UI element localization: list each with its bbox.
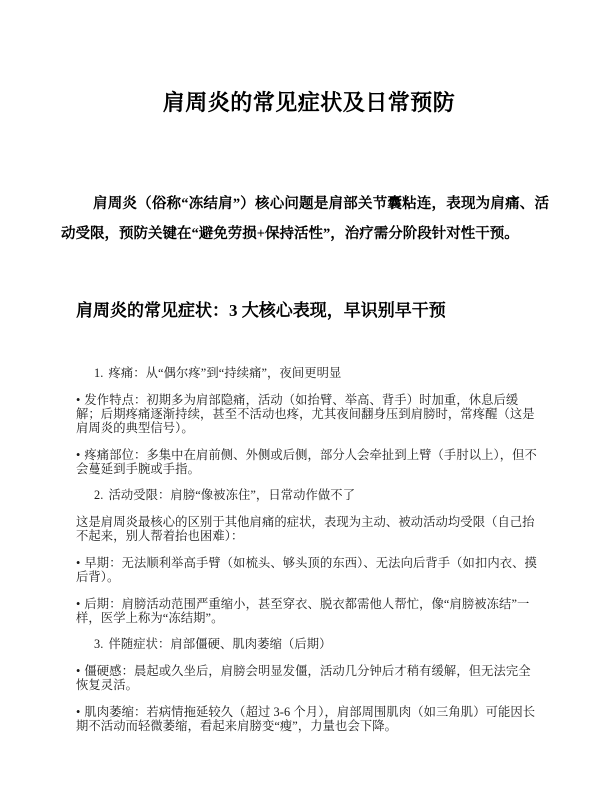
numbered-item-3: [76, 637, 542, 651]
numbered-item-1: [76, 366, 542, 380]
numbered-item-text: 疼痛：从“偶尔疼”到“持续痛”，夜间更明显: [108, 366, 342, 380]
numbered-item-text: 伴随症状：肩部僵硬、肌肉萎缩（后期）: [108, 637, 332, 652]
bullet-item: [76, 664, 542, 692]
list-number: 3.: [94, 637, 104, 652]
bullet-item: [76, 597, 542, 625]
bullet-icon: •: [76, 447, 81, 462]
bullet-icon: •: [76, 704, 81, 719]
bullet-item-text: 僵硬感：晨起或久坐后，肩膀会明显发僵，活动几分钟后才稍有缓解，但无法完全恢复灵活。: [76, 663, 531, 693]
bullet-icon: •: [76, 596, 81, 611]
body-paragraph-text: 这是肩周炎最核心的区别于其他肩痛的症状，表现为主动、被动活动均受限（自己抬不起来，别人帮着抬也困难）：: [76, 514, 535, 544]
list-number: 2.: [94, 488, 104, 503]
bullet-icon: •: [76, 392, 81, 407]
bullet-item-text: 发作特点：初期多为肩部隐痛，活动（如抬臂、举高、背手）时加重，休息后缓解；后期疼痛逐渐持续，甚至不活动也疼，尤其夜间翻身压到肩膀时，常疼醒（这是肩周炎的典型信号）。: [76, 392, 535, 435]
list-number: 1.: [94, 366, 104, 380]
bullet-item-text: 早期：无法顺利举高手臂（如梳头、够头顶的东西）、无法向后背手（如扣内衣、摸后背）。: [76, 555, 537, 584]
bullet-item: [76, 393, 542, 436]
document-title: 肩周炎的常见症状及日常预防: [162, 90, 456, 115]
numbered-item-2: [76, 488, 542, 502]
bullet-item-text: 疼痛部位：多集中在肩前侧、外侧或后侧，部分人会牵扯到上臂（手肘以上），但不会蔓延到手腕或手指。: [76, 447, 537, 476]
section-heading: 肩周炎的常见症状：3 大核心表现，早识别早干预: [76, 301, 446, 320]
bullet-icon: •: [76, 663, 81, 678]
bullet-item: [76, 448, 542, 476]
bullet-item-text: 肌肉萎缩：若病情拖延较久（超过 3-6 个月），肩部周围肌肉（如三角肌）可能因长期不活动而轻微萎缩，看起来肩膀变“瘦”，力量也会下降。: [76, 704, 536, 733]
body-paragraph: [76, 515, 542, 543]
bullet-icon: •: [76, 555, 81, 570]
bullet-item: [76, 556, 542, 584]
bullet-item-text: 后期：肩膀活动范围严重缩小，甚至穿衣、脱衣都需他人帮忙，像“肩膀被冻结”一样，医学上称为“冻结期”。: [76, 596, 530, 625]
intro-paragraph: 肩周炎（俗称“冻结肩”）核心问题是肩部关节囊粘连，表现为肩痛、活动受限，预防关键在“避免劳损+保持活性”，治疗需分阶段针对性干预。: [61, 196, 549, 242]
numbered-item-text: 活动受限：肩膀“像被冻住”，日常动作做不了: [108, 488, 356, 503]
bullet-item: [76, 705, 542, 733]
